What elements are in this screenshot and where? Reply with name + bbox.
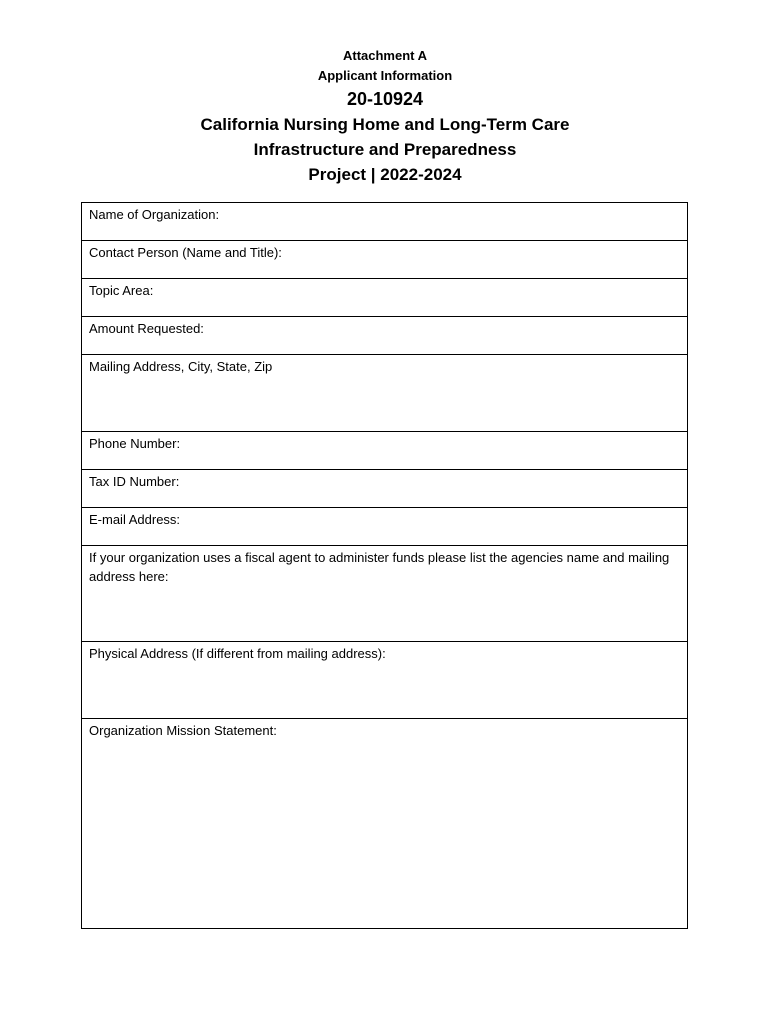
contact-person-label: Contact Person (Name and Title): [89, 245, 282, 260]
phone-number-field[interactable] [82, 432, 688, 470]
fiscal-agent-label: If your organization uses a fiscal agent to administer funds please list the agencies name and mailing address here: [89, 550, 670, 584]
mission-statement-label: Organization Mission Statement: [89, 723, 277, 738]
table-row [82, 719, 688, 929]
table-row [82, 241, 688, 279]
fiscal-agent-field[interactable] [82, 546, 688, 642]
amount-requested-label: Amount Requested: [89, 321, 204, 336]
document-header [0, 46, 770, 187]
topic-area-field[interactable] [82, 279, 688, 317]
tax-id-label: Tax ID Number: [89, 474, 180, 489]
organization-name-label: Name of Organization: [89, 207, 220, 222]
table-row [82, 355, 688, 432]
mailing-address-label: Mailing Address, City, State, Zip [89, 359, 273, 374]
table-row [82, 546, 688, 642]
mailing-address-field[interactable] [82, 355, 688, 432]
table-row [82, 279, 688, 317]
organization-name-field[interactable] [82, 203, 688, 241]
section-subtitle: Applicant Information [317, 68, 453, 83]
phone-number-label: Phone Number: [89, 436, 181, 451]
table-row [82, 642, 688, 719]
amount-requested-field[interactable] [82, 317, 688, 355]
title-line-3: Project | 2022-2024 [308, 165, 462, 184]
table-row [82, 470, 688, 508]
topic-area-label: Topic Area: [89, 283, 154, 298]
table-row [82, 432, 688, 470]
tax-id-field[interactable] [82, 470, 688, 508]
physical-address-label: Physical Address (If different from mailing address): [89, 646, 386, 661]
title-line-1: California Nursing Home and Long-Term Care [200, 115, 570, 134]
table-row [82, 508, 688, 546]
table-row [82, 203, 688, 241]
applicant-form-table [81, 202, 688, 929]
document-number: 20-10924 [346, 89, 424, 109]
table-row [82, 317, 688, 355]
contact-person-field[interactable] [82, 241, 688, 279]
physical-address-field[interactable] [82, 642, 688, 719]
attachment-label: Attachment A [342, 48, 428, 63]
mission-statement-field[interactable] [82, 719, 688, 929]
email-field[interactable] [82, 508, 688, 546]
email-label: E-mail Address: [89, 512, 181, 527]
title-line-2: Infrastructure and Preparedness [253, 140, 517, 159]
